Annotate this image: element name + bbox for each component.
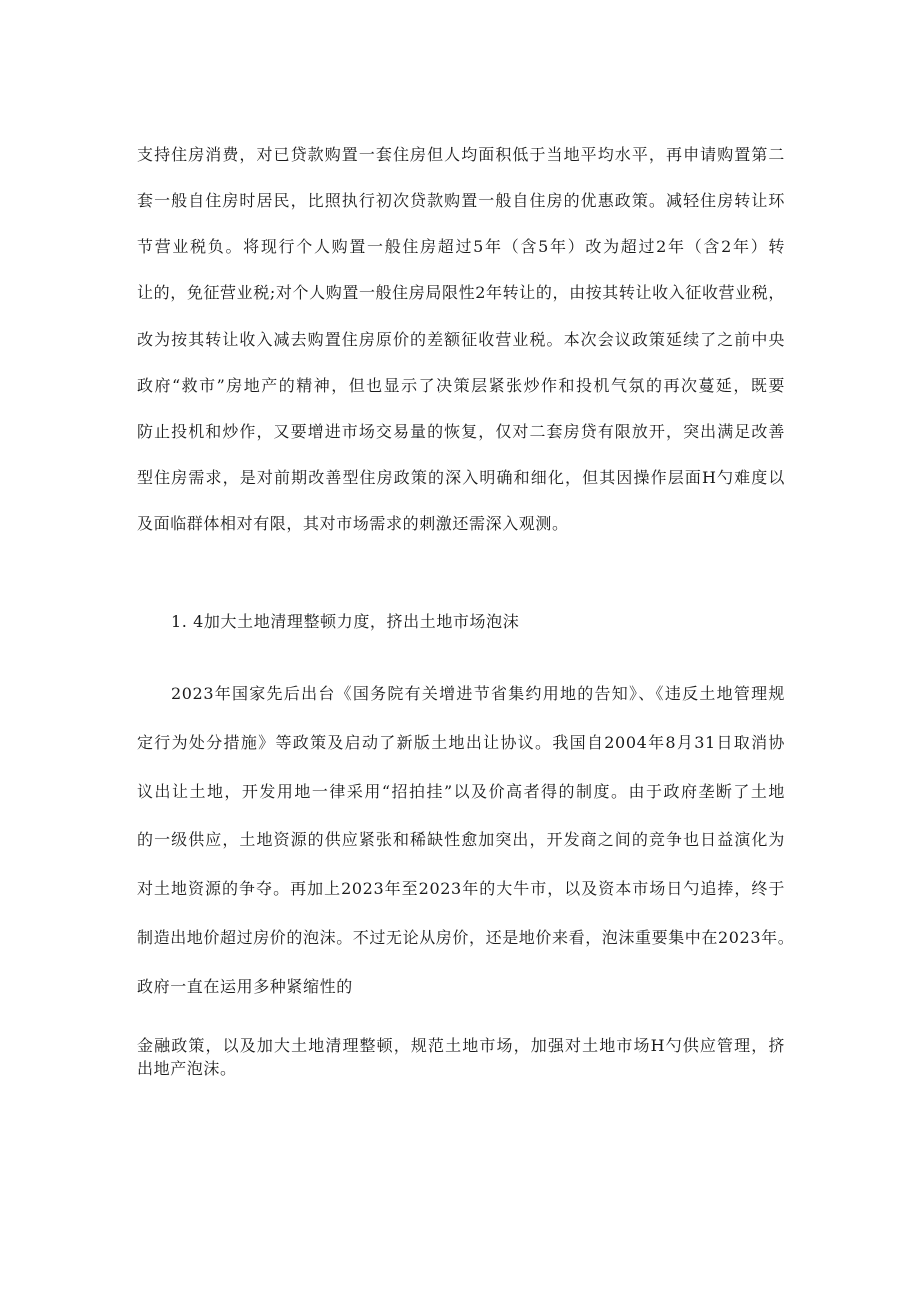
paragraph-line: 2023年国家先后出台《国务院有关增进节省集约用地的告知》、《违反土地管理规 — [171, 684, 785, 703]
paragraph-line: 制造出地价超过房价的泡沫。不过无论从房价，还是地价来看，泡沫重要集中在2023年。 — [137, 928, 795, 947]
paragraph-line: 防止投机和炒作，又要增进市场交易量的恢复，仅对二套房贷有限放开，突出满足改善 — [137, 422, 785, 441]
paragraph-line: 型住房需求，是对前期改善型住房政策的深入明确和细化，但其因操作层面H勺难度以 — [137, 468, 785, 487]
paragraph-line: 金融政策，以及加大土地清理整顿，规范土地市场，加强对土地市场H勺供应管理，挤 — [137, 1036, 785, 1055]
paragraph-line: 政府一直在运用多种紧缩性的 — [137, 977, 353, 996]
paragraph-line: 的一级供应，土地资源的供应紧张和稀缺性愈加突出，开发商之间的竞争也日益演化为 — [137, 830, 785, 849]
paragraph-line: 节营业税负。将现行个人购置一般住房超过5年（含5年）改为超过2年（含2年）转 — [137, 237, 785, 256]
paragraph-line: 政府“救市”房地产的精神，但也显示了决策层紧张炒作和投机气氛的再次蔓延，既要 — [137, 376, 785, 395]
paragraph-line: 定行为处分措施》等政策及启动了新版土地出让协议。我国自2004年8月31日取消协 — [137, 733, 785, 752]
paragraph-line: 改为按其转让收入减去购置住房原价的差额征收营业税。本次会议政策延续了之前中央 — [137, 330, 785, 349]
paragraph-line: 让的，免征营业税;对个人购置一般住房局限性2年转让的，由按其转让收入征收营业税， — [137, 283, 785, 302]
paragraph-line: 及面临群体相对有限，其对市场需求的刺激还需深入观测。 — [137, 514, 569, 533]
paragraph-line: 套一般自住房时居民，比照执行初次贷款购置一般自住房的优惠政策。减轻住房转让环 — [137, 191, 785, 210]
paragraph-line: 议出让土地，开发用地一律采用“招拍挂”以及价高者得的制度。由于政府垄断了土地 — [137, 782, 785, 801]
paragraph-line: 对土地资源的争夺。再加上2023年至2023年的大牛市，以及资本市场日勺追捧，终于 — [137, 879, 785, 898]
paragraph-line: 出地产泡沫。 — [137, 1059, 237, 1078]
paragraph-line: 支持住房消费，对已贷款购置一套住房但人均面积低于当地平均水平，再申请购置第二 — [137, 145, 785, 164]
section-heading: 1. 4加大土地清理整顿力度，挤出土地市场泡沫 — [171, 612, 520, 631]
